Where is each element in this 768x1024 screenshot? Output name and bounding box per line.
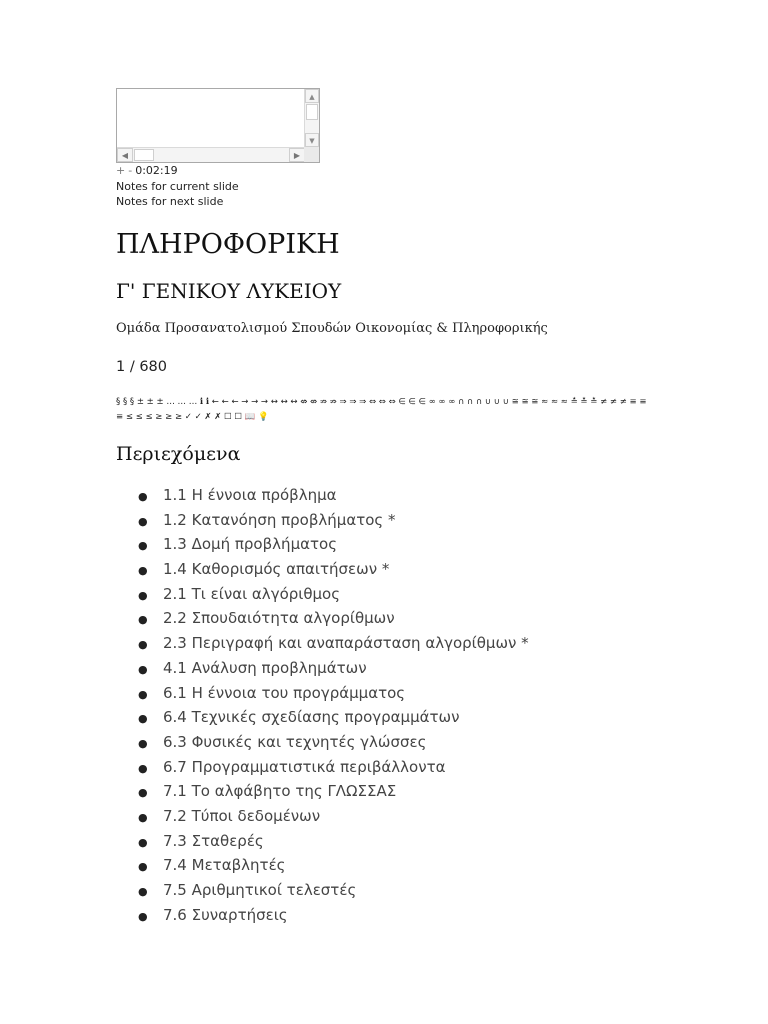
document-subtitle: Γ' ΓΕΝΙΚΟΥ ΛΥΚΕΙΟΥ [116,279,342,303]
timer-elapsed: 0:02:19 [135,164,178,177]
toc-item[interactable] [138,829,529,854]
timer-plus-button[interactable]: + [116,164,126,177]
toc-item[interactable] [138,656,529,681]
toc-item[interactable] [138,483,529,508]
toc-item[interactable] [138,557,529,582]
bullet-icon: ● [138,588,148,602]
bullet-icon: ● [138,662,148,676]
toc-item-label[interactable]: 1.1 Η έννοια πρόβλημα [163,486,337,504]
bullet-icon: ● [138,539,148,553]
scroll-right-icon[interactable]: ▶ [289,148,305,162]
bullet-icon: ● [138,761,148,775]
scroll-left-icon[interactable]: ◀ [117,148,133,162]
scroll-down-icon[interactable]: ▼ [305,133,319,147]
toc-item[interactable] [138,705,529,730]
toc-item[interactable] [138,779,529,804]
study-group-label: Ομάδα Προσανατολισμού Σπουδών Οικονομίας & Πληροφορικής [116,321,548,336]
bullet-icon: ● [138,885,148,898]
toc-item[interactable] [138,878,529,903]
bullet-icon: ● [138,638,148,652]
toc-item-label[interactable]: 7.1 Το αλφάβητο της ΓΛΩΣΣΑΣ [163,782,397,801]
bullet-icon: ● [138,810,148,824]
bullet-icon: ● [138,712,148,726]
toc-item-label[interactable]: 2.3 Περιγραφή και αναπαράσταση αλγορίθμων * [163,634,529,653]
notes-current-slide[interactable]: Notes for current slide [116,180,239,193]
toc-item-label[interactable]: 1.3 Δομή προβλήματος [163,535,338,554]
vertical-scrollbar[interactable] [304,89,319,147]
toc-item-label[interactable]: 6.4 Τεχνικές σχεδίασης προγραμμάτων [163,708,460,727]
toc-item-label[interactable]: 7.5 Αριθμητικοί τελεστές [163,881,357,899]
document-title: ΠΛΗΡΟΦΟΡΙΚΗ [116,229,340,260]
toc-item-label[interactable]: 4.1 Ανάλυση προβλημάτων [163,658,367,677]
toc-item-label[interactable]: 6.7 Προγραμματιστικά περιβάλλοντα [163,757,446,776]
bullet-icon: ● [138,564,148,578]
presentation-timer [116,164,178,178]
scroll-corner [304,147,319,162]
toc-item-label[interactable]: 6.1 Η έννοια του προγράμματος [163,683,406,702]
toc-item-label[interactable]: 7.3 Σταθερές [163,831,264,850]
toc-item[interactable] [138,903,529,928]
horizontal-scrollbar[interactable] [117,147,305,162]
vertical-scroll-thumb[interactable] [306,104,318,120]
scroll-up-icon[interactable]: ▲ [305,89,319,103]
toc-item[interactable] [138,582,529,607]
notes-next-slide[interactable]: Notes for next slide [116,195,224,208]
toc-item[interactable] [138,508,529,533]
toc-item[interactable] [138,681,529,706]
toc-item-label[interactable]: 2.1 Τι είναι αλγόριθμος [163,584,341,603]
toc-item-label[interactable]: 1.2 Κατανόηση προβλήματος * [163,510,396,529]
bullet-icon: ● [138,835,148,849]
bullet-icon: ● [138,613,148,627]
toc-item[interactable] [138,755,529,780]
toc-item[interactable] [138,804,529,829]
toc-item-label[interactable]: 7.2 Τύποι δεδομένων [163,806,321,825]
table-of-contents [138,483,529,927]
bullet-icon: ● [138,860,148,874]
horizontal-scroll-thumb[interactable] [134,149,154,161]
bullet-icon: ● [138,687,148,701]
toc-item[interactable] [138,606,529,631]
toc-heading: Περιεχόμενα [116,443,241,465]
toc-item-label[interactable]: 7.6 Συναρτήσεις [163,905,288,924]
toc-item[interactable] [138,532,529,557]
page-counter: 1 / 680 [116,359,168,375]
symbol-glyph-row: § § § ± ± ± … … … ℹ ℹ ← ← ← → → → ↔ ↔ ↔ ⇎ ⇎ ⇏ ⇏ ⇒ ⇒ ⇒ ⇔ ⇔ ⇔ ∈ ∈ ∈ ∞ ∞ ∞ ∩ ∩ ∩ ∪ ∪ ∪ ≅ ≅ ≅ ≈ ≈ ≈ ≛ ≛ ≛ ≠ ≠ ≠ ≡ ≡ ≡ ≤ ≤ ≤ ≥ ≥ ≥ ✓ ✓ ✗ ✗ ☐ ☐ 📖 💡 [116,397,647,422]
timer-minus-button[interactable]: - [128,164,133,177]
toc-item-label[interactable]: 7.4 Μεταβλητές [163,856,286,875]
toc-item[interactable] [138,730,529,755]
toc-item-label[interactable]: 2.2 Σπουδαιότητα αλγορίθμων [163,609,395,628]
speaker-notes-textarea[interactable] [116,88,320,163]
bullet-icon: ● [138,514,148,528]
toc-item-label[interactable]: 1.4 Καθορισμός απαιτήσεων * [163,560,390,579]
bullet-icon: ● [138,786,148,800]
bullet-icon: ● [138,490,148,503]
toc-item[interactable] [138,853,529,878]
toc-item[interactable] [138,631,529,656]
toc-item-label[interactable]: 6.3 Φυσικές και τεχνητές γλώσσες [163,732,427,751]
bullet-icon: ● [138,736,148,750]
bullet-icon: ● [138,909,148,923]
